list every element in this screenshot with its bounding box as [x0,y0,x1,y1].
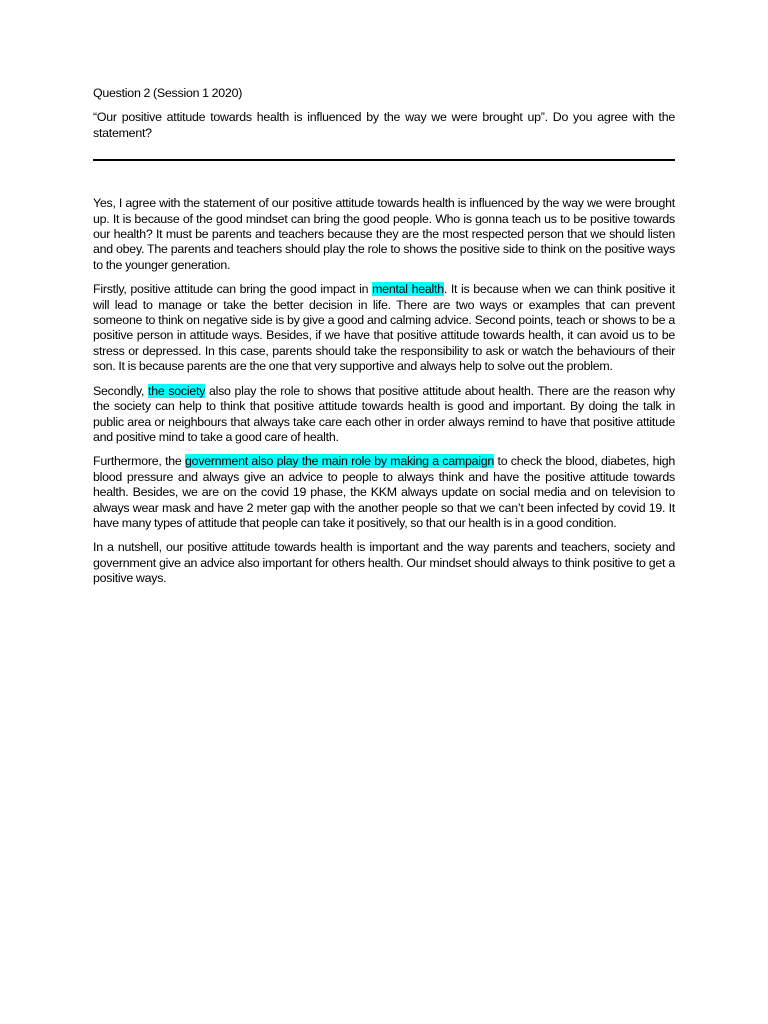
paragraph-text: Secondly, [93,383,149,398]
answer-paragraph-conclusion: In a nutshell, our positive attitude towards health is important and the way parents and teachers, society and government give an advice also important for others health. Our mindset should always to think positive to get a positive ways. [93,540,675,586]
paragraph-text: Furthermore, the [93,454,186,469]
highlighted-text: mental health [372,282,444,297]
paragraph-text: to check the blood, diabetes, high blood pressure and always give an advice to people to always think and have the positive attitude towards health. Besides, we are on the covid 19 phase, the KKM always update on social media and on television to always wear mask and have 2 meter gap with the another people so that we can’t been infected by covid 19. It have many types of attitude that people can take it positively, so that our health is in a good condition. [93,454,675,530]
answer-paragraph-mental-health [93,282,675,374]
horizontal-rule [93,159,675,161]
answer-paragraph-society [93,384,675,446]
highlighted-text: the society [148,383,206,398]
highlighted-text: government also play the main role by making a campaign [185,454,495,469]
paragraph-text: also play the role to shows that positive attitude about health. There are the reason why the society can help to think that positive attitude towards health is good and important. By doing the talk in public area or neighbours that always take care each other in order always remind to have that positive attitude and positive mind to take a good care of health. [93,383,675,444]
document-body [93,86,675,587]
question-label: Question 2 (Session 1 2020) [93,86,243,100]
paragraph-text: Firstly, positive attitude can bring the good impact in [93,282,373,297]
answer-paragraph-intro: Yes, I agree with the statement of our positive attitude towards health is influenced by the way we were brought up. It is because of the good mindset can bring the good people. Who is gonna teach us to be positive towards our health? It must be parents and teachers because they are the most respected person that we should listen and obey. The parents and teachers should play the role to shows the positive side to think on the positive ways to the younger generation. [93,196,675,272]
paragraph-text: . It is because when we can think positive it will lead to manage or take the better decision in life. There are two ways or examples that can prevent someone to think on negative side is by give a good and calming advice. Second points, teach or shows to be a positive person in attitude ways. Besides, if we have that positive attitude towards health, it can avoid us to be stress or depressed. In this case, parents should take the responsibility to ask or watch the behaviours of their son. It is because parents are the one that very supportive and always help to solve out the problem. [93,282,675,374]
question-text: “Our positive attitude towards health is influenced by the way we were brought up”. Do you agree with the statement? [93,110,675,140]
answer-paragraph-government [93,454,675,531]
